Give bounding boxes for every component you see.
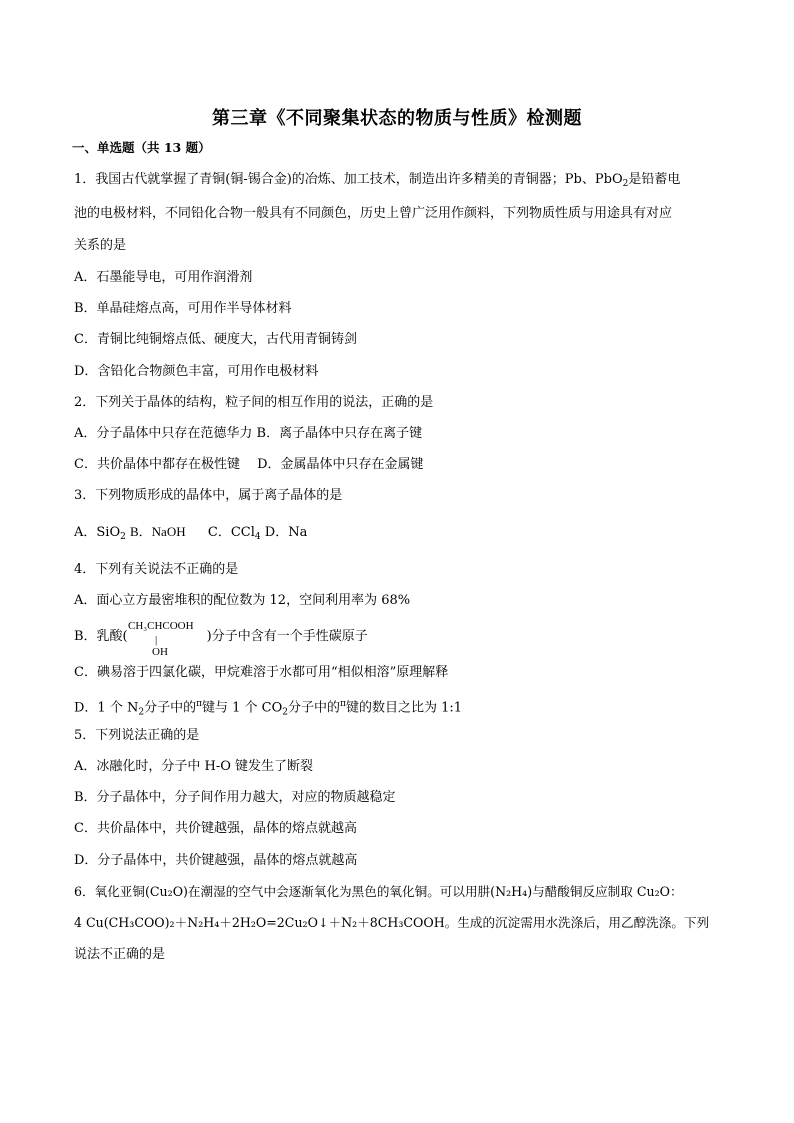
q1-stem-line-3: 关系的是 bbox=[74, 238, 127, 253]
q4-option-a: A．面心立方最密堆积的配位数为 12，空间利用率为 68% bbox=[74, 593, 411, 608]
q2-options-ab: A．分子晶体中只存在范德华力 B．离子晶体中只存在离子键 bbox=[74, 426, 423, 441]
q4-d-sub-2: 2 bbox=[282, 707, 289, 718]
q4-d-pi-1: π bbox=[196, 699, 203, 709]
q6-line-3: 说法不正确的是 bbox=[74, 947, 166, 962]
q5-option-b: B．分子晶体中，分子间作用力越大，对应的物质越稳定 bbox=[74, 790, 396, 805]
q4-d-text-1: D．1 个 N bbox=[74, 700, 139, 716]
q4-d-text-4: 分子中的 bbox=[288, 700, 341, 716]
document-title: 第三章《不同聚集状态的物质与性质》检测题 bbox=[212, 108, 582, 129]
q3-option-c-sub: 4 bbox=[254, 532, 261, 542]
q1-stem-text: 1．我国古代就掌握了青铜(铜-锡合金)的冶炼、加工技术，制造出许多精美的青铜器；Pb、PbO bbox=[74, 172, 623, 187]
q4-option-c: C．碘易溶于四氯化碳，甲烷难溶于水都可用“相似相溶”原理解释 bbox=[74, 665, 449, 680]
q1-option-c: C．青铜比纯铜熔点低、硬度大，古代用青铜铸剑 bbox=[74, 332, 357, 347]
lactic-acid-bond: | bbox=[155, 634, 158, 646]
q1-subscript: 2 bbox=[622, 179, 629, 189]
q1-stem-line-1 bbox=[74, 170, 680, 194]
q5-option-d: D．分子晶体中，共价键越强，晶体的熔点就越高 bbox=[74, 853, 358, 868]
q4-d-text-2: 分子中的 bbox=[144, 700, 197, 716]
q1-stem-line-2: 池的电极材料，不同铅化合物一般具有不同颜色，历史上曾广泛用作颜料，下列物质性质与用途具有对应 bbox=[74, 206, 673, 221]
q3-option-d: D．Na bbox=[264, 525, 308, 540]
q1-option-d: D．含铅化合物颜色丰富，可用作电极材料 bbox=[74, 364, 319, 379]
q6-line-1: 6．氧化亚铜(Cu₂O)在潮湿的空气中会逐渐氧化为黑色的氧化铜。可以用肼(N₂H₄)与醋酸铜反应制取 Cu₂O： bbox=[74, 884, 683, 899]
q4-option-b bbox=[74, 627, 368, 647]
q1-option-a: A．石墨能导电，可用作润滑剂 bbox=[74, 270, 253, 285]
lactic-acid-structure bbox=[128, 620, 210, 660]
q5-option-c: C．共价晶体中，共价键越强，晶体的熔点就越高 bbox=[74, 821, 357, 836]
q4-d-text-3: 键与 1 个 CO bbox=[202, 700, 283, 716]
q3-option-b: B．NaOH bbox=[130, 524, 186, 539]
lactic-acid-oh: OH bbox=[152, 646, 168, 658]
q5-option-a: A．冰融化时，分子中 H-O 键发生了断裂 bbox=[74, 759, 314, 774]
q3-option-c bbox=[208, 525, 261, 540]
q4-stem: 4．下列有关说法不正确的是 bbox=[74, 562, 239, 577]
q4-d-pi-2: π bbox=[340, 699, 346, 709]
q4-d-text-5: 键的数目之比为 1:1 bbox=[345, 700, 463, 716]
q2-stem: 2．下列关于晶体的结构，粒子间的相互作用的说法，正确的是 bbox=[74, 395, 434, 410]
q3-options bbox=[74, 522, 307, 547]
q3-stem: 3．下列物质形成的晶体中，属于离子晶体的是 bbox=[74, 488, 343, 503]
section-heading: 一、单选题（共 13 题） bbox=[72, 140, 211, 155]
q4-option-b-suffix: )分子中含有一个手性碳原子 bbox=[206, 629, 368, 644]
q1-option-b: B．单晶硅熔点高，可用作半导体材料 bbox=[74, 301, 292, 316]
q3-option-c-text: C．CCl bbox=[207, 525, 255, 540]
q3-option-a-sub: 2 bbox=[120, 532, 126, 542]
q6-line-2: 4 Cu(CH₃COO)₂＋N₂H₄＋2H₂O=2Cu₂O↓＋N₂＋8CH₃COOH。生成的沉淀需用水洗涤后，用乙醇洗涤。下列 bbox=[74, 915, 710, 930]
lactic-acid-formula-top: CH₃CHCOOH bbox=[128, 620, 194, 632]
q1-stem-tail: 是铅蓄电 bbox=[628, 172, 681, 187]
q4-option-b-prefix: B．乳酸( bbox=[74, 629, 128, 644]
q3-option-a bbox=[74, 525, 126, 540]
q5-stem: 5．下列说法正确的是 bbox=[74, 728, 200, 743]
q4-d-sub-1: 2 bbox=[138, 707, 145, 718]
q4-option-d bbox=[74, 694, 462, 722]
q3-option-a-text: A．SiO bbox=[74, 525, 121, 540]
q2-options-cd: C．共价晶体中都存在极性键 D．金属晶体中只存在金属键 bbox=[74, 457, 424, 472]
